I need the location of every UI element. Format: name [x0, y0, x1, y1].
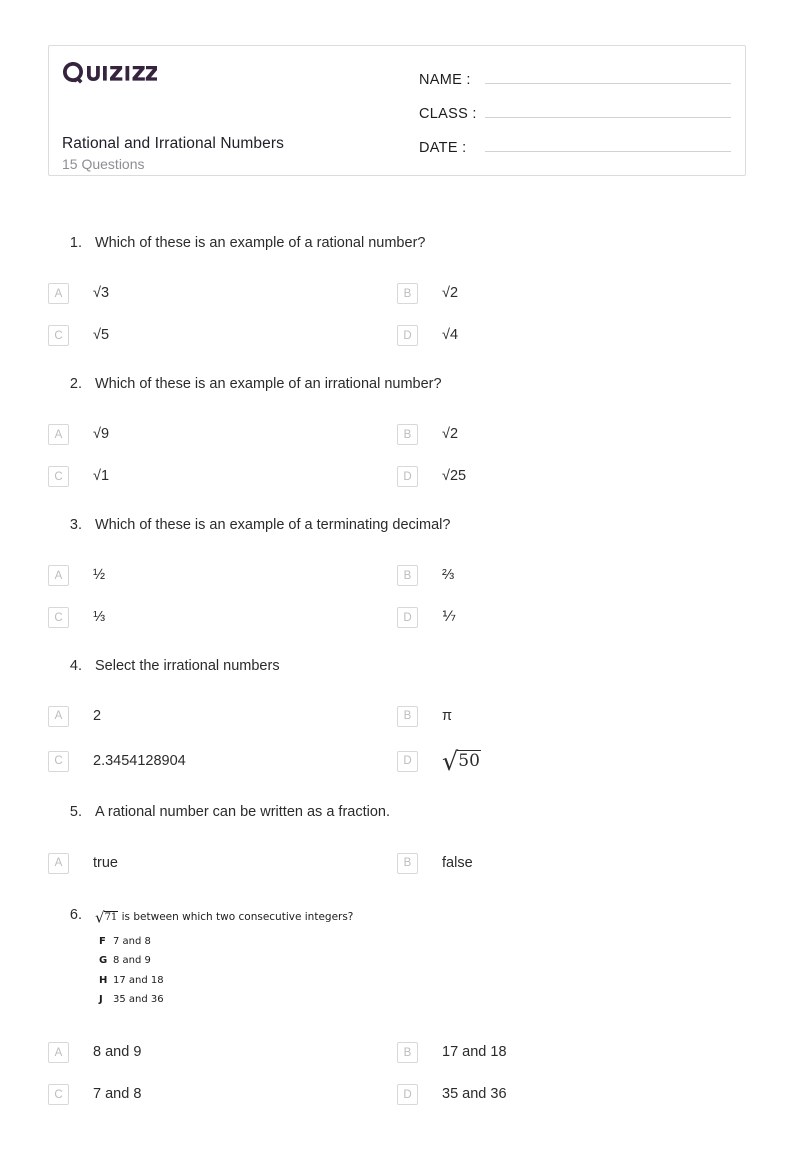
answer-option[interactable] [397, 1074, 746, 1116]
option-text: 2.3454128904 [93, 752, 186, 769]
question-block [48, 234, 746, 357]
answer-option[interactable] [397, 695, 746, 737]
option-text: true [93, 854, 118, 871]
embedded-choice [95, 990, 353, 1010]
option-letter: C [48, 751, 69, 772]
answer-option[interactable] [397, 597, 746, 639]
question-text: Select the irrational numbers [95, 657, 280, 674]
option-text: √4 [442, 327, 459, 344]
question-heading [48, 375, 746, 394]
option-letter: B [397, 283, 418, 304]
option-letter: B [397, 424, 418, 445]
header-left-panel [49, 46, 401, 175]
question-block [48, 516, 746, 639]
option-letter: B [397, 565, 418, 586]
option-letter: D [397, 466, 418, 487]
answer-option[interactable] [397, 315, 746, 357]
option-text: ⅓ [93, 609, 106, 626]
answer-option[interactable] [48, 315, 397, 357]
quiz-question-count: 15 Questions [62, 156, 145, 173]
class-field-input[interactable] [485, 98, 731, 118]
quiz-title: Rational and Irrational Numbers [62, 135, 284, 152]
option-letter: B [397, 1042, 418, 1063]
option-letter: A [48, 706, 69, 727]
embedded-choice-text: 8 and 9 [113, 955, 151, 967]
square-root-50: √50 [442, 747, 480, 778]
answer-option[interactable] [48, 842, 397, 884]
embedded-prompt-tail: is between which two consecutive integers? [118, 911, 354, 924]
answer-option[interactable] [397, 456, 746, 498]
question-number: 3. [69, 516, 82, 533]
question-number: 4. [69, 657, 82, 674]
name-field-row [419, 64, 731, 98]
option-text [442, 747, 481, 778]
embedded-choice-letter: H [99, 974, 108, 986]
spacer [48, 498, 746, 516]
answer-options [48, 695, 746, 785]
answer-option[interactable] [48, 695, 397, 737]
question-heading [48, 516, 746, 535]
date-field-label: DATE : [419, 140, 467, 156]
answer-option[interactable] [48, 1032, 397, 1074]
answer-option[interactable] [397, 842, 746, 884]
question-number: 1. [69, 235, 82, 251]
answer-option[interactable] [397, 555, 746, 597]
embedded-choice [95, 951, 353, 971]
embedded-choice-letter: F [99, 935, 106, 947]
answer-option[interactable] [397, 1032, 746, 1074]
questions-list [48, 234, 746, 1116]
option-text: 17 and 18 [442, 1044, 507, 1061]
answer-option[interactable] [48, 456, 397, 498]
question-block [48, 803, 746, 884]
answer-option[interactable] [48, 414, 397, 456]
class-field-label: CLASS : [419, 106, 477, 122]
spacer [48, 357, 746, 375]
option-text: π [442, 707, 453, 724]
worksheet-header-card [48, 45, 746, 176]
answer-option[interactable] [48, 555, 397, 597]
answer-option[interactable] [397, 273, 746, 315]
embedded-choice [95, 932, 353, 952]
name-field-input[interactable] [485, 64, 731, 84]
quizizz-logo [62, 60, 401, 84]
option-letter: A [48, 565, 69, 586]
option-letter: D [397, 607, 418, 628]
question-block [48, 906, 746, 1116]
option-text: ½ [93, 567, 106, 584]
question-number: 6. [69, 907, 82, 924]
embedded-choice-text: 35 and 36 [113, 994, 164, 1006]
answer-options [48, 273, 746, 357]
answer-option[interactable] [397, 414, 746, 456]
answer-option[interactable] [48, 597, 397, 639]
embedded-choice-text: 17 and 18 [113, 974, 164, 986]
answer-option[interactable] [48, 1074, 397, 1116]
student-info-fields [401, 46, 745, 175]
option-text: 35 and 36 [442, 1086, 507, 1103]
spacer [48, 884, 746, 906]
embedded-question-prompt [95, 908, 354, 927]
option-text: √1 [93, 468, 110, 485]
question-number: 2. [69, 375, 82, 392]
question-text: Which of these is an example of a terminating decimal? [95, 516, 451, 533]
question-text: Which of these is an example of an irrational number? [95, 375, 442, 392]
option-text: ⅐ [442, 609, 457, 626]
option-text: 8 and 9 [93, 1044, 142, 1061]
worksheet-page [0, 45, 794, 1168]
option-text: 7 and 8 [93, 1086, 142, 1103]
embedded-choice [95, 971, 353, 991]
option-letter: B [397, 853, 418, 874]
answer-options [48, 414, 746, 498]
question-heading [48, 234, 746, 253]
answer-options [48, 1032, 746, 1116]
option-letter: B [397, 706, 418, 727]
option-letter: C [48, 466, 69, 487]
question-heading [48, 657, 746, 676]
option-text: √2 [442, 426, 459, 443]
option-letter: A [48, 283, 69, 304]
option-letter: C [48, 607, 69, 628]
date-field-input[interactable] [485, 132, 731, 152]
option-text: 2 [93, 707, 102, 724]
question-number: 5. [69, 804, 82, 821]
option-letter: C [48, 325, 69, 346]
question-text: A rational number can be written as a fraction. [95, 804, 390, 821]
option-letter: A [48, 1042, 69, 1063]
question-heading [48, 803, 746, 822]
spacer [48, 639, 746, 657]
square-root-71: √71 [95, 908, 118, 927]
name-field-label: NAME : [419, 72, 471, 88]
option-text: √2 [442, 285, 459, 302]
class-field-row [419, 98, 731, 132]
option-text: ⅔ [442, 567, 455, 584]
option-text: false [442, 854, 473, 871]
option-text: √3 [93, 285, 110, 302]
answer-options [48, 842, 746, 884]
answer-option[interactable] [397, 737, 746, 785]
option-letter: D [397, 751, 418, 772]
question-heading [48, 906, 746, 1010]
question-block [48, 657, 746, 786]
embedded-choice-list [95, 932, 353, 1010]
embedded-choice-letter: J [99, 994, 103, 1006]
question-block [48, 375, 746, 498]
option-letter: D [397, 325, 418, 346]
option-letter: D [397, 1084, 418, 1105]
option-text: √5 [93, 327, 110, 344]
answer-options [48, 555, 746, 639]
spacer [48, 785, 746, 803]
answer-option[interactable] [48, 737, 397, 785]
embedded-choice-text: 7 and 8 [113, 935, 151, 947]
date-field-row [419, 132, 731, 166]
option-text: √25 [442, 468, 467, 485]
option-text: √9 [93, 426, 110, 443]
answer-option[interactable] [48, 273, 397, 315]
question-embedded-image [95, 906, 353, 1010]
option-letter: A [48, 424, 69, 445]
option-letter: A [48, 853, 69, 874]
embedded-choice-letter: G [99, 955, 108, 967]
option-letter: C [48, 1084, 69, 1105]
question-text: Which of these is an example of a rational number? [95, 235, 426, 251]
